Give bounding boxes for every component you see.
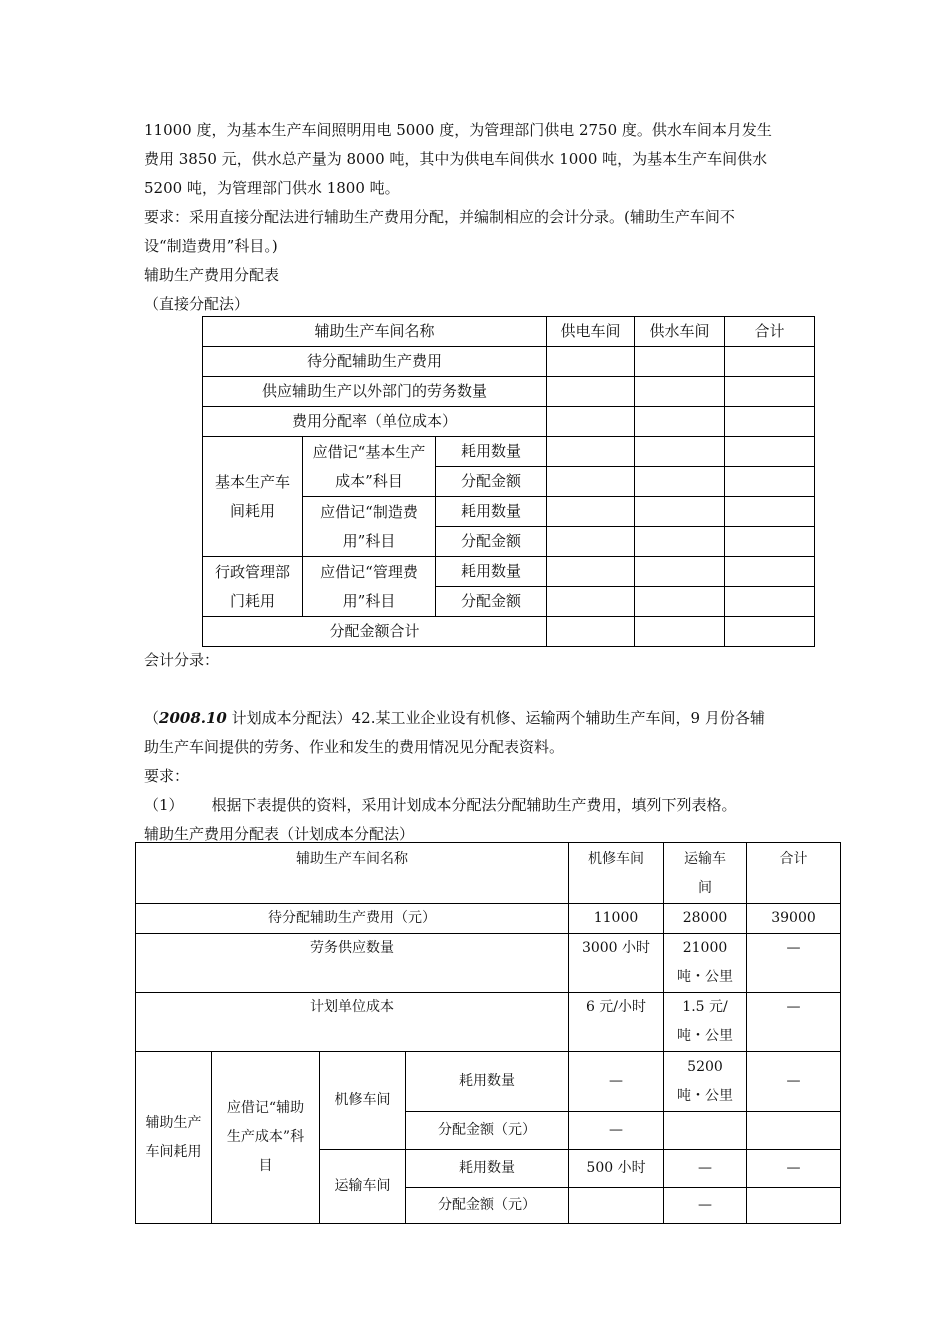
row-allocation-rate: 费用分配率（单位成本） [203, 407, 547, 437]
direct-allocation-table [202, 316, 815, 647]
item-number: （1） [144, 796, 184, 814]
account-admin-expense: 应借记“管理费用”科目 [303, 557, 436, 617]
item-text: 根据下表提供的资料，采用计划成本分配法分配辅助生产费用，填列下列表格。 [211, 796, 737, 814]
section2-line-1 [144, 704, 812, 733]
requirement-line-2: 设“制造费用”科目。) [144, 237, 278, 255]
cell-empty [725, 437, 815, 467]
cell-unit-repair: 6 元/小时 [569, 993, 664, 1052]
cell-empty [725, 617, 815, 647]
cell-empty [725, 407, 815, 437]
cell-empty [635, 497, 725, 527]
label-allocated-amount: 分配金额（元） [406, 1112, 569, 1150]
cell-dash: — [747, 934, 841, 993]
label-consumption-qty: 耗用数量 [436, 437, 547, 467]
header-total: 合计 [725, 317, 815, 347]
section2-paragraph [144, 704, 812, 849]
cell-dash: — [747, 1150, 841, 1188]
header-water-workshop: 供水车间 [635, 317, 725, 347]
cell-empty [547, 377, 635, 407]
cell-cost-repair: 11000 [569, 904, 664, 934]
cell-qty-repair: 3000 小时 [569, 934, 664, 993]
header-power-workshop: 供电车间 [547, 317, 635, 347]
label-consumption-qty: 耗用数量 [436, 497, 547, 527]
cell-empty [635, 617, 725, 647]
cell-empty [635, 377, 725, 407]
cell-repair-consume-transport: 5200 吨・公里 [664, 1052, 747, 1112]
cell-dash: — [664, 1150, 747, 1188]
cell-dash: — [747, 993, 841, 1052]
header-dept-name: 辅助生产车间名称 [136, 843, 569, 904]
group-basic-production: 基本生产车间耗用 [203, 437, 303, 557]
intro-line-1: 11000 度，为基本生产车间照明用电 5000 度，为管理部门供电 2750 度。供水车间本月发生 [144, 121, 772, 139]
table1-subtitle: （直接分配法） [144, 295, 250, 313]
sub-transport-workshop: 运输车间 [320, 1150, 406, 1224]
cell-empty [547, 407, 635, 437]
row-cost-to-allocate: 待分配辅助生产费用 [203, 347, 547, 377]
cell-empty [547, 527, 635, 557]
cell-empty [635, 407, 725, 437]
label-allocated-amount: 分配金额（元） [406, 1188, 569, 1224]
cell-empty [635, 437, 725, 467]
cell-dash: — [747, 1052, 841, 1112]
header-repair-workshop: 机修车间 [569, 843, 664, 904]
group-aux-production: 辅助生产车间耗用 [136, 1052, 212, 1224]
section2-requirement: 要求： [144, 767, 190, 785]
label-consumption-qty: 耗用数量 [406, 1052, 569, 1112]
account-basic-production-cost: 应借记“基本生产成本”科目 [303, 437, 436, 497]
requirement-line-1: 要求：采用直接分配法进行辅助生产费用分配，并编制相应的会计分录。(辅助生产车间不 [144, 208, 735, 226]
cell-empty [725, 557, 815, 587]
cell-empty [569, 1188, 664, 1224]
section2-line-2: 助生产车间提供的劳务、作业和发生的费用情况见分配表资料。 [144, 738, 565, 756]
cell-empty [664, 1112, 747, 1150]
cell-empty [547, 617, 635, 647]
cell-empty [635, 557, 725, 587]
cell-empty [547, 437, 635, 467]
cell-transport-consume-repair: 500 小时 [569, 1150, 664, 1188]
cell-unit-transport: 1.5 元/ 吨・公里 [664, 993, 747, 1052]
cell-cost-transport: 28000 [664, 904, 747, 934]
section2-line-1-text: 计划成本分配法）42.某工业企业设有机修、运输两个辅助生产车间，9 月份各辅 [226, 709, 765, 727]
intro-line-3: 5200 吨，为管理部门供水 1800 吨。 [144, 179, 400, 197]
cell-empty [635, 587, 725, 617]
section2-item-1 [144, 791, 812, 820]
cell-empty [547, 587, 635, 617]
sub-repair-workshop: 机修车间 [320, 1052, 406, 1150]
row-cost-to-allocate: 待分配辅助生产费用（元） [136, 904, 569, 934]
journal-entry-label: 会计分录： [144, 651, 220, 669]
cell-empty [635, 467, 725, 497]
exam-date: 2008.10 [159, 709, 227, 727]
cell-empty [747, 1188, 841, 1224]
table2-title: 辅助生产费用分配表（计划成本分配法） [144, 825, 415, 843]
planned-cost-allocation-table [135, 842, 841, 1224]
account-aux-production-cost: 应借记“辅助生产成本”科目 [212, 1052, 320, 1224]
cell-empty [635, 527, 725, 557]
cell-empty [725, 587, 815, 617]
account-manufacturing-overhead: 应借记“制造费用”科目 [303, 497, 436, 557]
cell-dash: — [664, 1188, 747, 1224]
table1-title: 辅助生产费用分配表 [144, 266, 280, 284]
label-allocated-amount: 分配金额 [436, 467, 547, 497]
row-service-quantity: 供应辅助生产以外部门的劳务数量 [203, 377, 547, 407]
header-transport-workshop: 运输车间 [664, 843, 747, 904]
row-service-quantity: 劳务供应数量 [136, 934, 569, 993]
cell-empty [547, 467, 635, 497]
group-admin-dept: 行政管理部门耗用 [203, 557, 303, 617]
cell-empty [635, 347, 725, 377]
cell-empty [547, 497, 635, 527]
header-total: 合计 [747, 843, 841, 904]
intro-line-2: 费用 3850 元，供水总产量为 8000 吨，其中为供电车间供水 1000 吨，为基本生产车间供水 [144, 150, 768, 168]
cell-empty [547, 347, 635, 377]
cell-empty [725, 497, 815, 527]
cell-cost-total: 39000 [747, 904, 841, 934]
cell-empty [725, 467, 815, 497]
row-planned-unit-cost: 计划单位成本 [136, 993, 569, 1052]
cell-empty [547, 557, 635, 587]
cell-dash: — [569, 1112, 664, 1150]
cell-qty-transport: 21000 吨・公里 [664, 934, 747, 993]
header-dept-name: 辅助生产车间名称 [203, 317, 547, 347]
cell-dash: — [569, 1052, 664, 1112]
cell-empty [725, 527, 815, 557]
row-allocated-total: 分配金额合计 [203, 617, 547, 647]
label-allocated-amount: 分配金额 [436, 587, 547, 617]
open-paren: （ [144, 709, 160, 727]
label-consumption-qty: 耗用数量 [406, 1150, 569, 1188]
cell-empty [725, 377, 815, 407]
cell-empty [725, 347, 815, 377]
intro-paragraph [144, 116, 812, 319]
label-allocated-amount: 分配金额 [436, 527, 547, 557]
label-consumption-qty: 耗用数量 [436, 557, 547, 587]
cell-empty [747, 1112, 841, 1150]
